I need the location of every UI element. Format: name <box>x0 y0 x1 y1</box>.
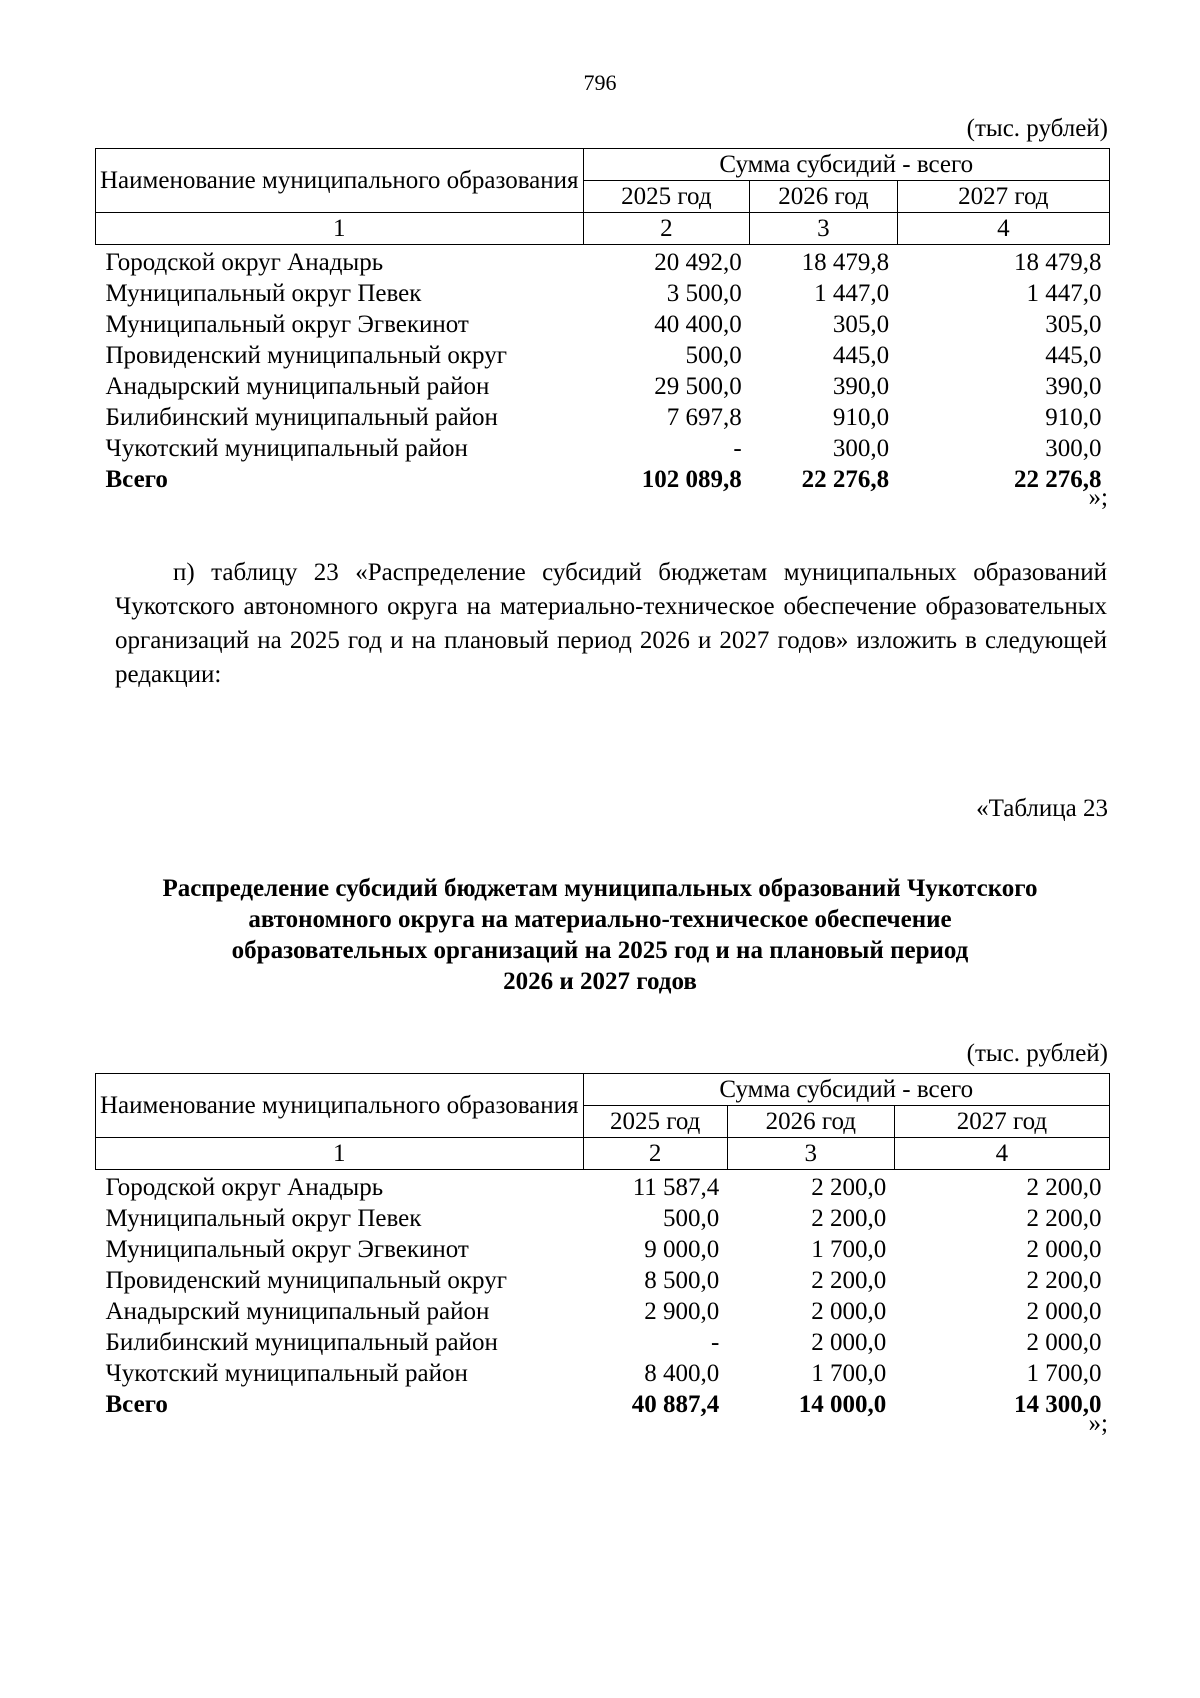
header-year-2026: 2026 год <box>727 1106 894 1138</box>
value-2026: 18 479,8 <box>801 249 890 276</box>
table-row <box>96 340 1110 371</box>
municipality-name: Городской округ Анадырь <box>105 1174 384 1201</box>
col-number: 1 <box>96 213 584 245</box>
municipality-name: Анадырский муниципальный район <box>105 1298 490 1325</box>
municipality-name: Муниципальный округ Певек <box>105 1205 422 1232</box>
value-2026: 910,0 <box>832 404 890 431</box>
table-title-line: Распределение субсидий бюджетам муниципальных образований Чукотского <box>162 875 1038 902</box>
municipality-name: Билибинский муниципальный район <box>105 1329 498 1356</box>
closing-quote: »; <box>1088 484 1108 511</box>
total-2025: 102 089,8 <box>641 466 742 493</box>
table-row <box>96 278 1110 309</box>
table-row <box>96 1296 1110 1327</box>
value-2025: 40 400,0 <box>654 311 742 338</box>
total-2026: 14 000,0 <box>798 1391 887 1418</box>
total-2025: 40 887,4 <box>631 1391 720 1418</box>
col-number: 4 <box>897 213 1109 245</box>
value-2027: 2 200,0 <box>1026 1267 1102 1294</box>
value-2027: 1 700,0 <box>1026 1360 1102 1387</box>
value-2027: 2 000,0 <box>1026 1236 1102 1263</box>
value-2025: 500,0 <box>663 1205 720 1232</box>
table-row <box>96 1203 1110 1234</box>
value-2027: 2 000,0 <box>1026 1298 1102 1325</box>
header-sum-col: Сумма субсидий - всего <box>583 1074 1109 1106</box>
value-2027: 445,0 <box>1045 342 1102 369</box>
value-2025: 8 400,0 <box>644 1360 720 1387</box>
value-2025: - <box>710 1329 720 1356</box>
value-2026: 2 000,0 <box>811 1298 887 1325</box>
table-row <box>96 371 1110 402</box>
table-title-line: образовательных организаций на 2025 год и на плановый период <box>231 937 969 964</box>
value-2027: 390,0 <box>1045 373 1102 400</box>
table-row <box>96 1170 1110 1204</box>
value-2027: 2 200,0 <box>1026 1174 1102 1201</box>
value-2026: 445,0 <box>832 342 890 369</box>
col-number: 3 <box>727 1138 894 1170</box>
header-year-2026: 2026 год <box>750 181 897 213</box>
value-2027: 2 200,0 <box>1026 1205 1102 1232</box>
header-year-2027: 2027 год <box>897 181 1109 213</box>
value-2026: 1 700,0 <box>811 1236 887 1263</box>
municipality-name: Билибинский муниципальный район <box>105 404 498 431</box>
header-name-col: Наименование муниципального образования <box>96 1074 584 1138</box>
value-2025: 29 500,0 <box>654 373 742 400</box>
col-number: 2 <box>583 1138 727 1170</box>
page-number: 796 <box>583 70 617 95</box>
value-2027: 910,0 <box>1045 404 1102 431</box>
value-2025: 7 697,8 <box>666 404 742 431</box>
header-year-2025: 2025 год <box>583 1106 727 1138</box>
value-2026: 1 700,0 <box>811 1360 887 1387</box>
table-total-row <box>96 464 1110 495</box>
units-label: (тыс. рублей) <box>966 1040 1108 1067</box>
table-title-line: автономного округа на материально-техническое обеспечение <box>248 906 952 933</box>
col-number: 4 <box>894 1138 1109 1170</box>
total-label: Всего <box>105 466 168 493</box>
value-2026: 2 200,0 <box>811 1205 887 1232</box>
municipality-name: Анадырский муниципальный район <box>105 373 490 400</box>
table-title-line: 2026 и 2027 годов <box>503 968 697 995</box>
total-2027: 14 300,0 <box>1014 1391 1102 1418</box>
municipality-name: Провиденский муниципальный округ <box>105 1267 507 1294</box>
table-row <box>96 309 1110 340</box>
value-2027: 18 479,8 <box>1014 249 1102 276</box>
municipality-name: Муниципальный округ Эгвекинот <box>105 1236 469 1263</box>
total-2026: 22 276,8 <box>801 466 890 493</box>
header-year-2025: 2025 год <box>583 181 750 213</box>
col-number: 2 <box>583 213 750 245</box>
table-total-row <box>96 1389 1110 1420</box>
value-2026: 305,0 <box>832 311 890 338</box>
header-year-2027: 2027 год <box>894 1106 1109 1138</box>
municipality-name: Муниципальный округ Певек <box>105 280 422 307</box>
value-2025: 11 587,4 <box>632 1174 720 1201</box>
value-2025: - <box>733 435 742 462</box>
value-2026: 2 200,0 <box>811 1174 887 1201</box>
table-row <box>96 402 1110 433</box>
municipality-name: Муниципальный округ Эгвекинот <box>105 311 469 338</box>
value-2025: 3 500,0 <box>666 280 742 307</box>
value-2027: 300,0 <box>1045 435 1102 462</box>
amendment-paragraph: п) таблицу 23 «Распределение субсидий бюджетам муниципальных образований Чукотского автономного округа на материально-техническое обеспечение образовательных организаций на 2025 год и на плановый период 2026 и 2027 годов» изложить в следующей редакции: <box>115 559 1107 688</box>
total-label: Всего <box>105 1391 168 1418</box>
municipality-name: Провиденский муниципальный округ <box>105 342 507 369</box>
table-row <box>96 1358 1110 1389</box>
value-2025: 2 900,0 <box>644 1298 720 1325</box>
col-number: 3 <box>750 213 897 245</box>
value-2027: 1 447,0 <box>1026 280 1102 307</box>
header-sum-col: Сумма субсидий - всего <box>583 149 1109 181</box>
municipality-name: Чукотский муниципальный район <box>105 435 468 462</box>
value-2027: 305,0 <box>1045 311 1102 338</box>
value-2025: 500,0 <box>685 342 742 369</box>
value-2025: 9 000,0 <box>644 1236 720 1263</box>
total-2027: 22 276,8 <box>1014 466 1102 493</box>
value-2026: 1 447,0 <box>814 280 890 307</box>
closing-quote: »; <box>1088 1410 1108 1437</box>
units-label: (тыс. рублей) <box>966 115 1108 142</box>
value-2026: 2 000,0 <box>811 1329 887 1356</box>
table-row <box>96 433 1110 464</box>
municipality-name: Чукотский муниципальный район <box>105 1360 468 1387</box>
col-number: 1 <box>96 1138 584 1170</box>
subsidy-table-2 <box>95 1073 1110 1420</box>
municipality-name: Городской округ Анадырь <box>105 249 384 276</box>
value-2026: 300,0 <box>832 435 890 462</box>
value-2025: 8 500,0 <box>644 1267 720 1294</box>
table-row <box>96 1234 1110 1265</box>
table-label: «Таблица 23 <box>976 795 1108 822</box>
subsidy-table-1 <box>95 148 1110 495</box>
value-2027: 2 000,0 <box>1026 1329 1102 1356</box>
table-row <box>96 245 1110 279</box>
table-row <box>96 1265 1110 1296</box>
value-2026: 2 200,0 <box>811 1267 887 1294</box>
header-name-col: Наименование муниципального образования <box>96 149 584 213</box>
value-2025: 20 492,0 <box>654 249 742 276</box>
table-row <box>96 1327 1110 1358</box>
table-title <box>100 873 1100 997</box>
value-2026: 390,0 <box>832 373 890 400</box>
